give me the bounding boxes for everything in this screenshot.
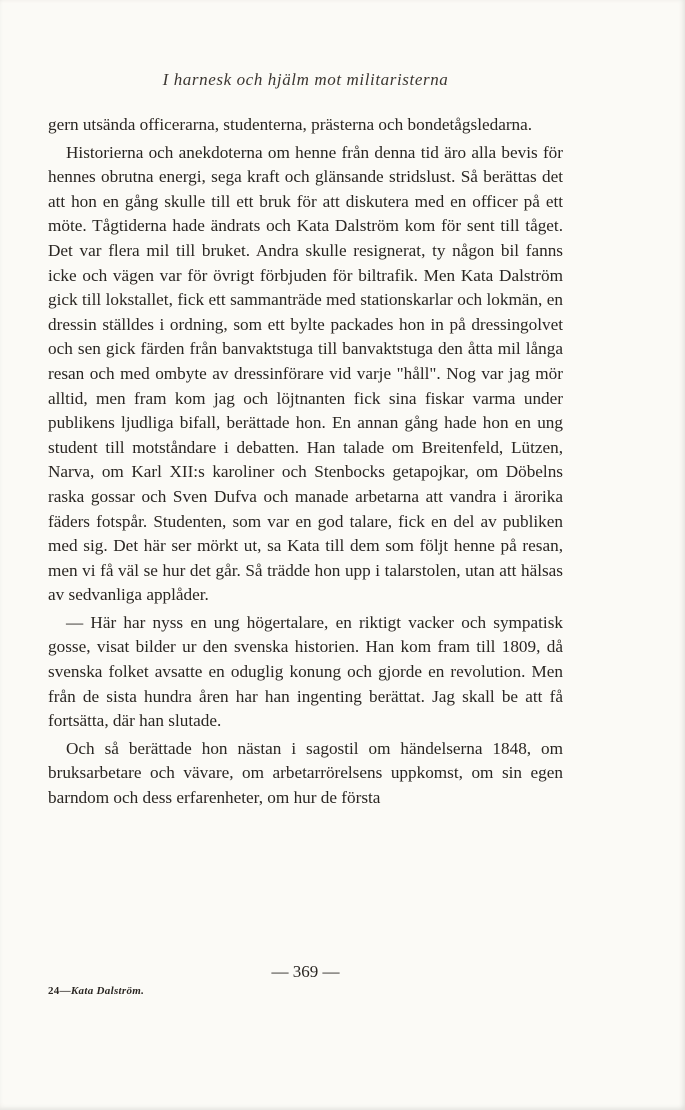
paragraph-anecdotes: Historierna och anekdoterna om henne från denna tid äro alla bevis för hennes obrutna energi, sega kraft och glänsande stridslust. Så berättas det att hon en gång skulle till ett bruk för att diskutera med en officer på ett möte. Tågtiderna hade ändrats och Kata Dalström kom för sent till tåget. Det var flera mil till bruket. Andra skulle resignerat, ty någon bil fanns icke och vägen var för övrigt förbjuden för biltrafik. Men Kata Dalström gick till lokstallet, fick ett sammanträde med stationskarlar och lokmän, en dressin ställdes i ordning, som ett bylte packades hon in på dressingolvet och sen gick färden från banvaktstuga till banvaktstuga den åtta mil långa resan och med ombyte av dressinförare vid varje "håll". Nog var jag mör alltid, men fram kom jag och löjtnanten fick sina fiskar varma under publikens ljudliga bifall, berättade hon. En annan gång hade hon en ung student till motståndare i debatten. Han talade om Breitenfeld, Lützen, Narva, om Karl XII:s karoliner och Stenbocks getapojkar, om Döbelns raska gossar och Sven Dufva och manade arbetarna att vandra i ärorika fäders fotspår. Studenten, som var en god talare, fick en del av publiken med sig. Det här ser mörkt ut, sa Kata till dem som följt henne på resan, men vi få väl se hur det går. Så trädde hon upp i talarstolen, utan att hälsas av sedvanliga applåder.	[48, 142, 563, 605]
signature-title: Kata Dalström.	[70, 985, 145, 997]
running-head-title: I harnesk och hjälm mot militaristerna	[162, 70, 449, 89]
paragraph-speech-quote: — Här har nyss en ung högertalare, en riktigt vacker och sympatisk gosse, visat bilder ur den svenska historien. Han kom fram till 1809, då svenska folket avsatte en oduglig konung och gjorde en revolution. Men från de sista hundra åren har han ingenting berättat. Jag skall be att få fortsätta, där han slutade.	[48, 612, 563, 731]
signature-number: 24—	[48, 985, 71, 997]
printer-signature-mark	[48, 985, 144, 997]
page-number: — 369 —	[271, 962, 340, 981]
body-text	[48, 113, 563, 811]
paragraph-storytelling: Och så berättade hon nästan i sagostil om händelserna 1848, om bruksarbetare och vävare, om arbetarrörelsens uppkomst, om sin egen barndom och dess erfarenheter, om hur de första	[48, 738, 563, 808]
paragraph-continuation: gern utsända officerarna, studenterna, prästerna och bondetågsledarna.	[48, 115, 533, 134]
